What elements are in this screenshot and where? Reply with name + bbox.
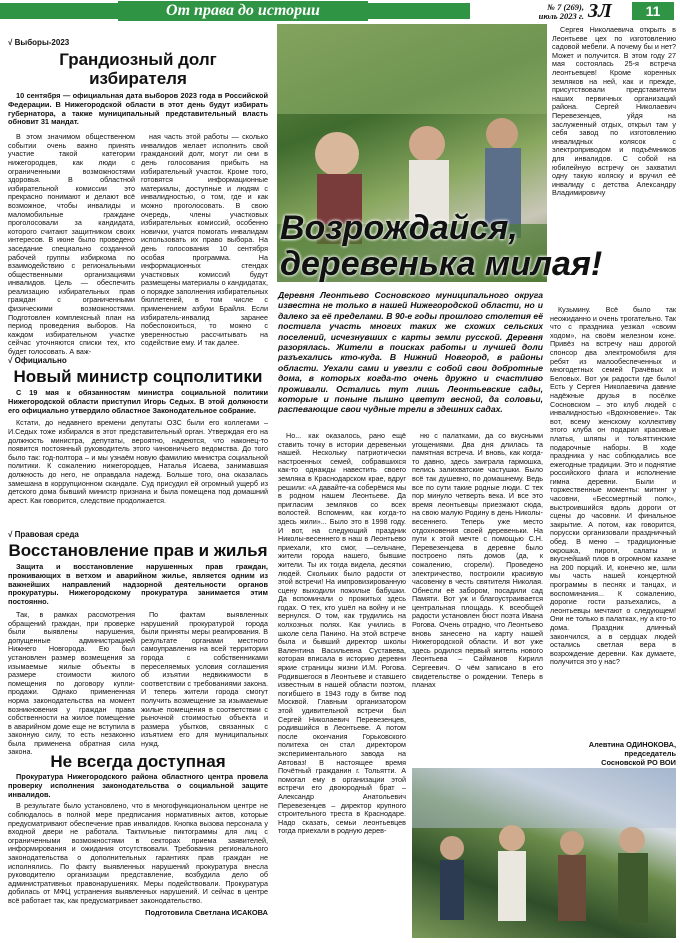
feature-text-col-a: Но... как оказалось, рано ещё ставить точку в истории деревеньки нашей. Нескольку патриотически настроенных семей, собравшихся как-то однажды навестить своего земляка в Краснодарском крае, вдруг решили: «А давайте-ка соберёмся мы в родном нашем Леонтьеве. Да пригласим земляков со всех волостей. Вспомним, как когда-то здесь жили»... Было это в 1998 году. И вот, на следующий праздник Николы-весеннего в наш в Леонтьево приехали, кто смог, —сельчане, жители города нашего, бывшие жители. Ты их тогда видела, десятки людей. Скольких было радости от этой встречи! На импровизированную сцену выходили пожилые бабушки. Да вспоминали о прожитых здесь годах. О тех, кто ушёл на войну и не вернулся. О том, как трудились на колхозных полях. Как учились в школе села Панино. На этой встрече была и бывший директор школы Валентина Васильевна Суставева, которая вписала в историю деревни яркие страницы жизни И.М. Рогова. Родившегося в Леонтьеве и ставшего известным в нашей области поэтом, погибшего в 1943 году в битве под Москвой. Главным организатором этой удивительной встречи был Сергей Николаевич Перевезенцев, родившийся в Леонтьеве. А потом после окончания Горьковского политеха он стал директором экспериментального завода на Автоваз! В настоящее время Почётный гражданин г. Тольятти. А помогал ему в организации этой встречи его двоюродный брат –Александр Анатольевич Перевезенцев – директор крупного строительного треста в Краснодаре. Надо сказать, семьи леонтьевцев тогда приехали в родную дерев-	[278, 431, 406, 836]
article-lead: Прокуратура Нижегородского района областного центра провела проверку исполнения законодательства о социальной защите инвалидов.	[8, 772, 268, 799]
article-lead: Защита и восстановление нарушенных прав граждан, проживающих в ветхом и аварийном жилье, является одним из важнейших направлений надзорной деятельности органов прокуратуры. Нижегородскому прокуратура занимается этим постоянно.	[8, 562, 268, 607]
article-text-col1: Так, в рамках рассмотрения обращений граждан, при проверке были выявлены нарушения, допущенные администрацией Нижнего Новгорода. Ею был установлен размер возмещения за изымаемые жилые объекты в размере стоимости жилого помещения по договору купли-продажи. Однако примененная норма законодательства на момент возникновения у граждан права собственности на жилое помещение в аварийном доме еще не вступила в законную силу, то есть незаконно была применена обратная сила закона.	[8, 609, 135, 757]
photo-illustration	[412, 768, 676, 938]
article-lead: 10 сентября — официальная дата выборов 2023 года в Российской Федерации. В Нижегородской области в этот день будут избирать губернатора, а также муниципальный представительный власть обновит 31 мандат.	[8, 91, 268, 127]
article-text-col2: По фактам выявленных нарушений прокуратурой города были приняты меры реагирования. В результате органами местного самоуправления на всей территории города с собственниками переселяемых условия соглашения об изъятии недвижимости в соответствии с требованиями закона. И теперь жители города смогут получить возмещение за изымаемые жилые помещения в соответствии с рыночной стоимостью объекта и размера убытков, связанных с изъятием его для муниципальных нужд.	[141, 609, 268, 748]
article-rights	[8, 530, 268, 757]
feature-text-col-b: ню с палатками, да со вкусными угощениями. Два дня длилась та памятная встреча. И вновь, как когда-то давно, здесь заиграла гармошка, пелись залихватские частушки. Было всё так душевно, по домашнему. Ведь все по сути такие родные люди. С тех пор минуло четверть века. И все это время леонтьевцы приезжают сюда, на свою малую Родину в день Николы-весеннего. Теперь уже место отдохновения своей деревеньки. На пути к этой мечте с помощью С.Н. Перевезенцева в деревне было построено пять домов (да, к сожалению, сгорели). Проведено электричество, построили красивую часовенку в честь святителя Николая. Обнесли её забором, посадили сад Памяти. Вот уж и благоустраивается центральная площадь. К всеобщей радости установлен бюст поэта Ивана Рогова. Очень отрадно, что Леонтьево вновь занесено на карту нашей Нижегородской области. И вот уже здесь родился первый житель нового Леонтьева – Сайманов Кирилл Сергеевич. О чём записано в его свидетельстве о рождении. Теперь в планах	[412, 431, 543, 690]
feature-photo-bottom	[412, 768, 676, 938]
feature-title-line2: деревенька милая!	[280, 245, 603, 283]
feature-text-col-c: Кузьмину. Всё было так неожиданно и очень трогательно. Так что с праздника уезжал «своим ходом», на своём железном коне. Привёз на встречу наш дорогой спонсор два электромобиля для ребят из малообеспеченных и многодетных семей Грачёвых и Беловых. Вот уж радости где было! Есть у Сергея Николаевича давние надёжные друзья в посёлке Сосновском – это клуб людей с инвалидностью «Вдохновение». Так вот, всему женскому коллективу этого клуба он подарил красивые платья, шляпы и тольяттинские подарочные наборы. В ходе праздника у нас соблюдались все ежегодные традиции. Это и поднятие российского флага и исполнение гимна деревни. Были и торжественные моменты: митинг у часовни, «Бессмертный полк», выстроившийся вдоль дороги от сцены до часовни. И финальное закрытие. А потом, как говорится, порусски организовали праздничный обед. В меню – традиционные окрошка, пироги, салаты и вкуснейший плов в огромном казане на 200 порций. И, конечно же, шли мы часть нашей концертной программы в песнях и танцах, и воспоминания... К сожалению, дорогие гости разъехались, а леонтьевцы мечтают о следующем! Они не только в палатках, ну а кто-то дома. Праздник длинный закончился, а в сердцах людей остались светлая вера в возрождение деревни. Как думаете, получится это у нас?	[550, 305, 676, 667]
article-minister	[8, 356, 268, 505]
newspaper-logo: ЗЛ	[588, 0, 612, 22]
issue-number: № 7 (269),	[547, 2, 584, 12]
article-text-col1: В этом значимом общественном событии очень важно принять участие такой категории нижегородцев, как люди с ограниченными возможностями здоровья. В областной избирательной комиссии это прекрасно понимают и делают всё возможное, чтобы инвалиды и маломобильные граждане проголосовали за кандидата, которого считают защитником своих интересов. В июне было проведено заседание специально созданной рабочей группы избиркома по взаимодействию с региональными общественными организациями инвалидов. Цель — обеспечить реализацию избирательных прав граждан с ограниченными физическими возможностями. Подготовлен комплексный план на период проведения выборов. На каждом избирательном участке сейчас уточняются списки тех, кто будет голосовать. А важ-	[8, 132, 135, 357]
article-title: Грандиозный долг избирателя	[59, 50, 217, 88]
article-text-col2: ная часть этой работы — сколько инвалидов желает исполнить свой гражданский долг, могут ли они в день голосования прибыть на избирательный участок. Кроме того, готовятся информационные материалы, доступные и людям с инвалидностью, о том, где и как можно проголосовать. В свою очередь, члены участковых избирательных комиссий, особенно новички, учатся помогать инвалидам использовать их право выбора. На день голосования 10 сентября особая программа. На информационных стендах участковых комиссий будут размещены материалы о кандидатах, о порядке заполнения избирательных бюллетеней, в том числе с применением азбуки Брайля. Если избиратель-инвалид заранее побеспокоиться, то можно с уверенностью рассчитывать на содействие ему. И так далее.	[141, 132, 268, 348]
feature-signature	[550, 740, 676, 767]
article-accessibility	[8, 752, 268, 917]
issue-date: июль 2023 г.	[538, 11, 584, 21]
article-lead: С 19 мая к обязанностям министра социальной политики Нижегородской области приступил Игорь Седых. В этой должности его официально утвердило областное Законодательное собрание.	[8, 388, 268, 415]
feature-lead: Деревня Леонтьево Сосновского муниципального округа известна не только в нашей Нижегородской области, но и далеко за её пределами. В 90-е годы прошлого столетия её постигла участь многих таких же схожих сельских поселений, исчезнувших с карты земли русской. Деревня разорялась. Жители в поисках работы и лучшей доли разъехались кто-куда. В Нижний Новгород, в районы области. Уехали сами и увезли с собой свои добротные дома, в которых когда-то очень дружно и счастливо проживали. Остались тут лишь Леонтьевские сады, которые и поныне пышно цветут весной, да соловьи, распевающие свои чудные трели в здешних садах.	[278, 290, 543, 415]
article-title: Восстановление прав и жилья	[8, 541, 268, 560]
article-elections	[8, 38, 268, 357]
section-title: От права до истории	[118, 1, 368, 21]
rubric: √ Выборы-2023	[8, 38, 70, 47]
rubric: √ Правовая среда	[8, 530, 79, 539]
signature-role2: Сосновской РО ВОИ	[601, 758, 676, 767]
header-bar	[0, 0, 680, 22]
feature-right-top-text: Сергея Николаевича открыть в Леонтьеве цех по изготовлению садовой мебели. А почему бы и нет? Может и получится. В этом году 27 мая состоялась 25-я встреча леонтьевцев! Кроме коренных земляков на ней, как и прежде, присутствовали представители наших первичных организаций района. Сергей Николаевич Перевезенцев, уйдя на заслуженный отдых, открыл там у себя завод по изготовлению инвалидных колясок с электроприводом и подъёмников для инвалидов. С собой на юбилейную встречу он захватил одну такую коляску и вручил её инвалиду с детства Александру Владимировичу	[552, 25, 676, 198]
article-signature: Подготовила Светлана ИСАКОВА	[145, 907, 268, 917]
article-title: Новый министр соцполитики	[13, 367, 263, 386]
signature-role1: председатель	[624, 749, 676, 758]
signature-name: Алевтина ОДИНОКОВА,	[588, 740, 676, 749]
feature-title	[280, 210, 675, 282]
article-text: Кстати, до недавнего времени депутаты ОЗС были его коллегами – И.Седых тоже избирался в этот представительный орган. Утверждая его на должность министра, депутаты, вероятно, надеются, что наконец-то появится постоянный руководитель этого чиновничьего ведомства. До того было так: год-полтора – и мы узнаём новую фамилию министра социальной политики. К сожалению нижегородцев, Наталья Исаева, занимавшая должность до него, не оправдала надежд. Больше того, она оказалась замешана в коррупционном скандале. Суд присудил ей огромный ущерб из детского дома бывший министр признана и была помещена под домашний арест. Как говорится, следствие продолжается.	[8, 418, 268, 505]
rubric: √ Официально	[8, 356, 67, 365]
feature-title-line1: Возрождайся,	[280, 209, 518, 247]
article-text: В результате было установлено, что в многофункциональном центре не соблюдалось в полной мере предписания нормативных актов, которые предусматривают обеспечение прав инвалидов. Кнопка вызова персонала у входной двери не работала. Тактильные пиктограммы для лиц с ограниченными возможностями в секторах приема заявителей, информирования и ожидания отсутствовали. Требования регионального законодательства о дополнительных гарантиях прав граждан не исполнялись. По факту выявленных нарушений прокуратура внесла руководителю организации представление, возбудила дело об административных правонарушениях. Меры подействовали. Прокуратура добилась от МФЦ устранения выявленных нарушений. И сейчас в центре всё работает так, как предусматривает законодательство.	[8, 801, 268, 905]
page-number: 11	[632, 2, 674, 20]
article-title: Не всегда доступная	[50, 752, 226, 771]
